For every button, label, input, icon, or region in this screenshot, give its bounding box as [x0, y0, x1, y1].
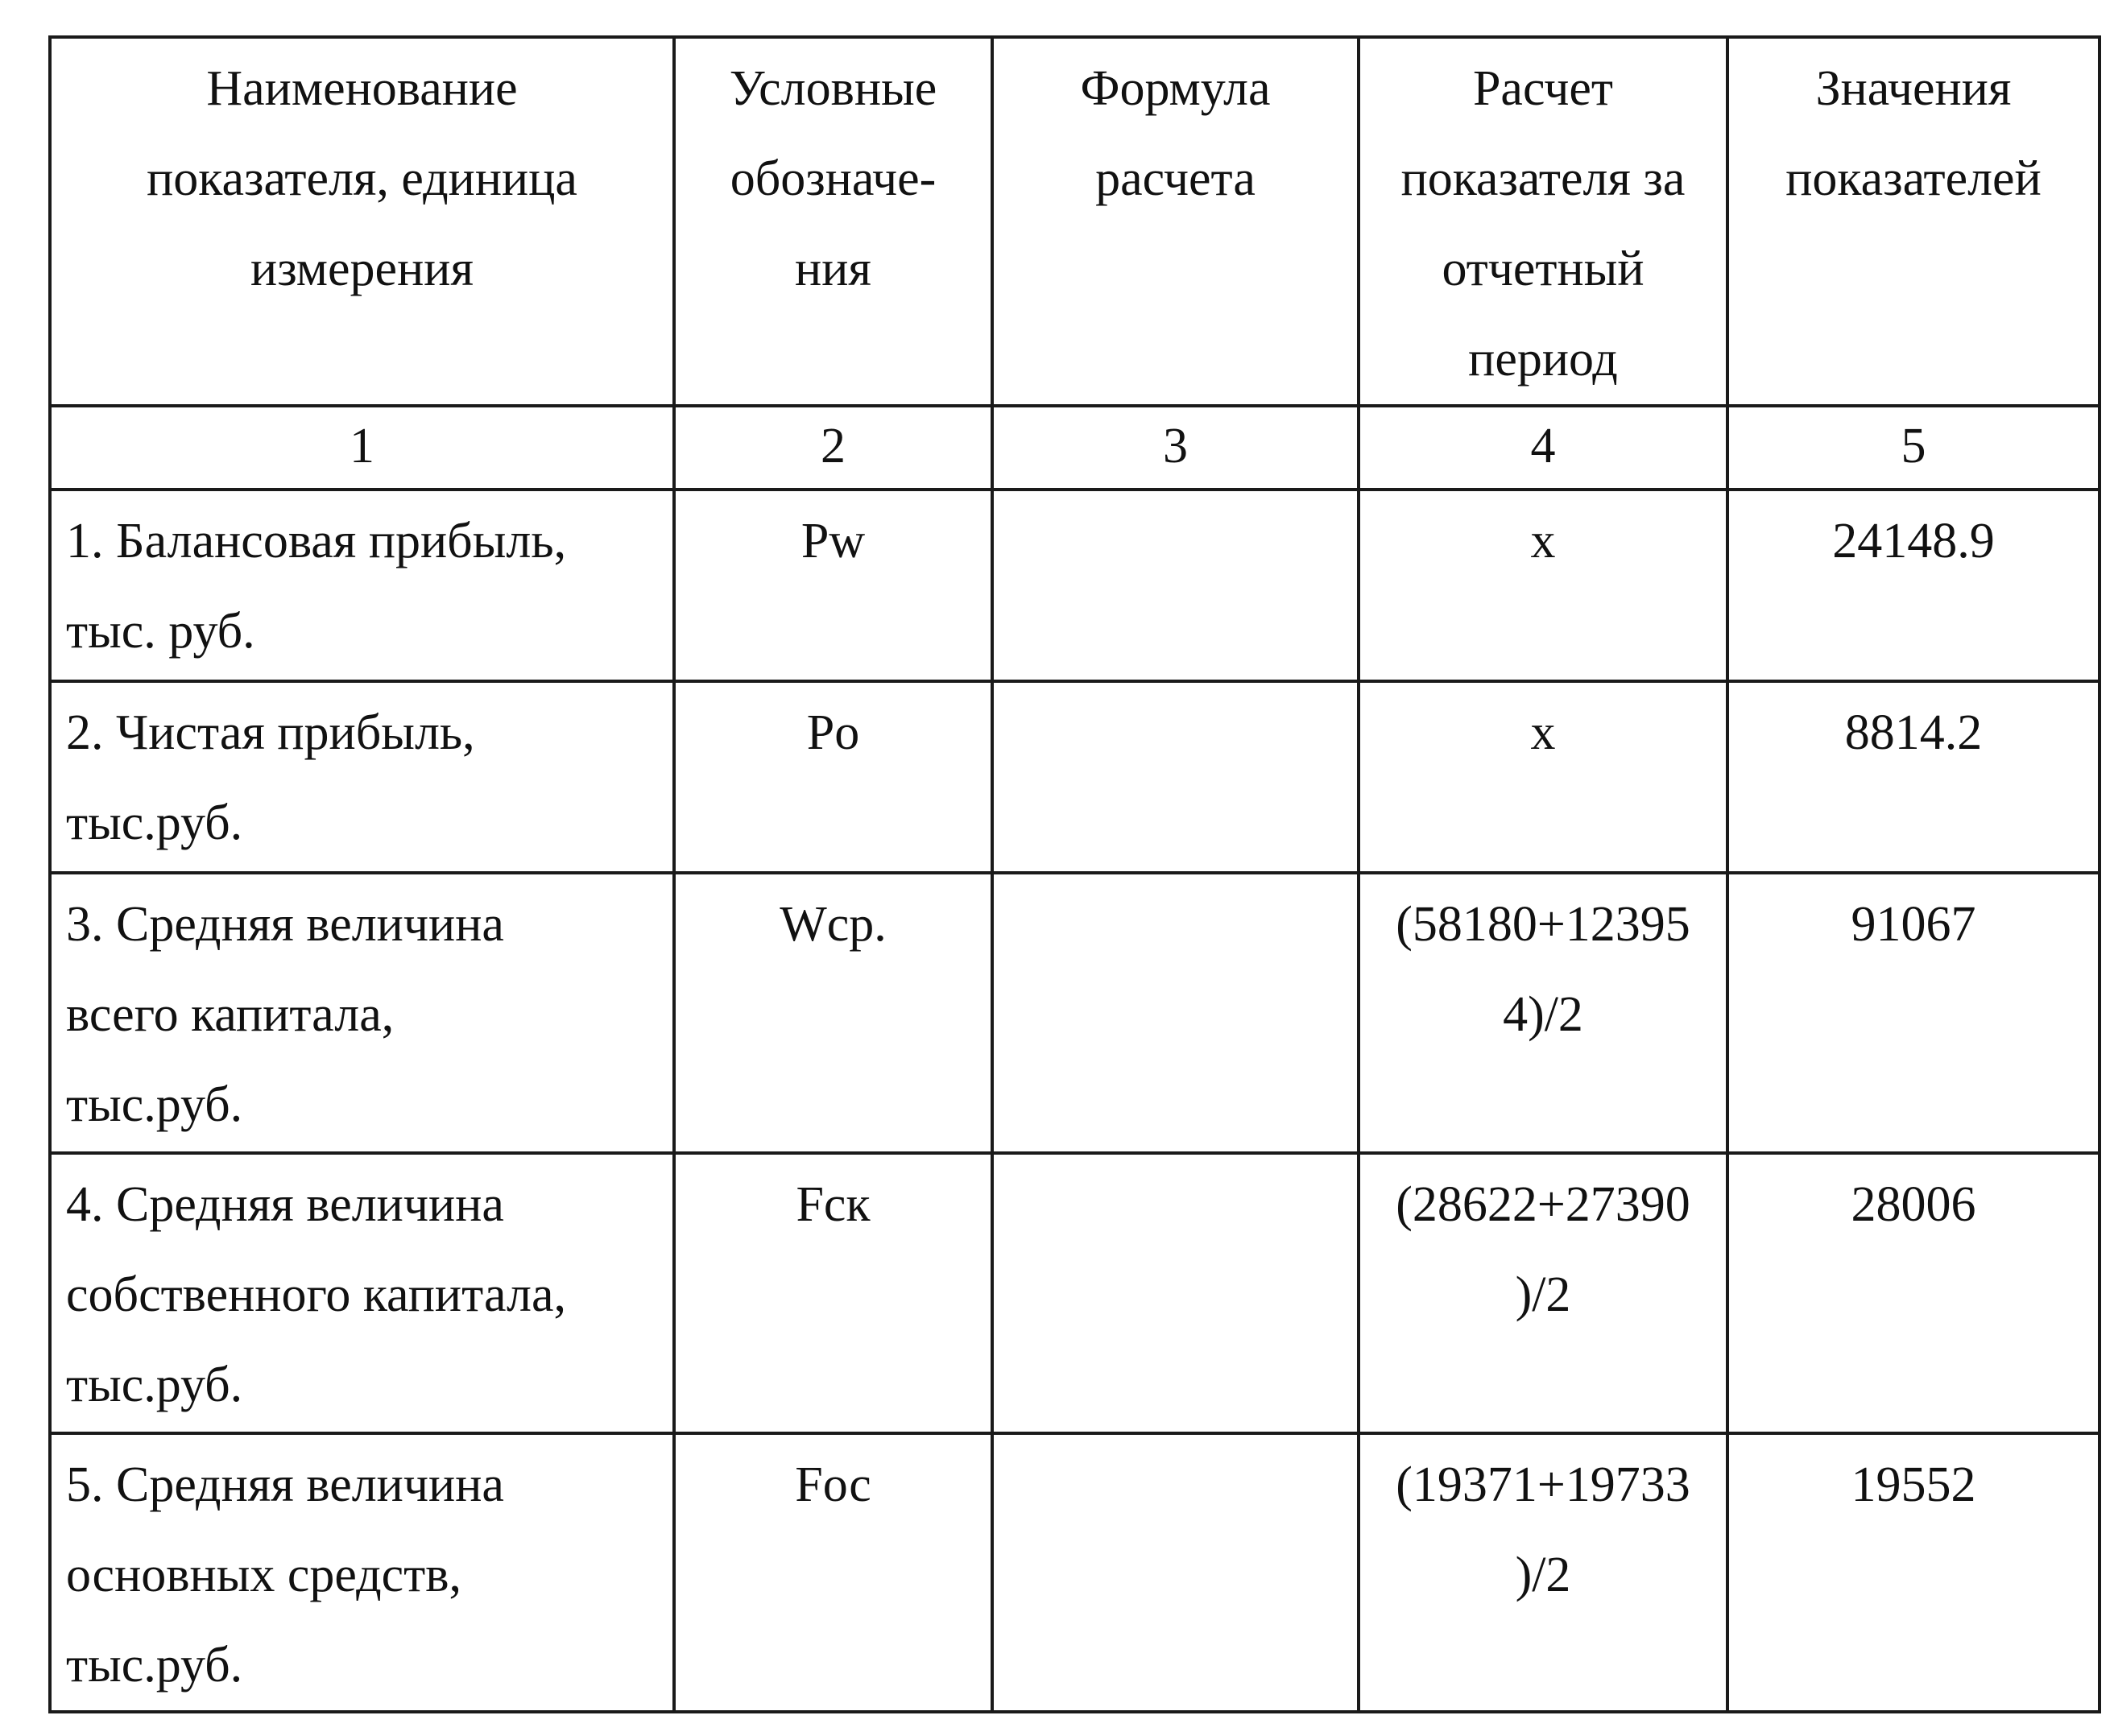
indicator-name-cell: 5. Средняя величина основных средств, тыс.руб. — [50, 1433, 674, 1712]
header-formula: Формула расчета — [992, 37, 1359, 406]
column-number: 2 — [674, 406, 992, 490]
table-row — [50, 873, 2100, 1153]
column-number: 1 — [50, 406, 674, 490]
indicator-name-cell: 1. Балансовая прибыль, тыс. руб. — [50, 490, 674, 681]
column-number-row — [50, 406, 2100, 490]
indicator-name-cell: 4. Средняя величина собственного капитала, тыс.руб. — [50, 1153, 674, 1433]
value-cell: 28006 — [1727, 1153, 2100, 1433]
value-cell: 19552 — [1727, 1433, 2100, 1712]
formula-cell — [992, 1433, 1359, 1712]
column-number: 3 — [992, 406, 1359, 490]
table-row — [50, 1153, 2100, 1433]
formula-cell — [992, 490, 1359, 681]
formula-cell — [992, 1153, 1359, 1433]
calculation-cell: x — [1359, 490, 1727, 681]
indicator-name-cell: 2. Чистая прибыль, тыс.руб. — [50, 681, 674, 873]
indicators-table — [48, 35, 2101, 1713]
value-cell: 91067 — [1727, 873, 2100, 1153]
table-row — [50, 681, 2100, 873]
symbol-cell: Po — [674, 681, 992, 873]
calculation-cell: (58180+12395 4)/2 — [1359, 873, 1727, 1153]
symbol-cell: Fос — [674, 1433, 992, 1712]
column-number: 4 — [1359, 406, 1727, 490]
header-indicator-name: Наименование показателя, единица измерения — [50, 37, 674, 406]
calculation-cell: (28622+27390 )/2 — [1359, 1153, 1727, 1433]
calculation-cell: x — [1359, 681, 1727, 873]
symbol-cell: Fск — [674, 1153, 992, 1433]
table-header-row — [50, 37, 2100, 406]
header-symbol: Условные обозначе- ния — [674, 37, 992, 406]
formula-cell — [992, 681, 1359, 873]
indicator-name-cell: 3. Средняя величина всего капитала, тыс.руб. — [50, 873, 674, 1153]
column-number: 5 — [1727, 406, 2100, 490]
value-cell: 8814.2 — [1727, 681, 2100, 873]
table-row — [50, 1433, 2100, 1712]
value-cell: 24148.9 — [1727, 490, 2100, 681]
header-calculation: Расчет показателя за отчетный период — [1359, 37, 1727, 406]
symbol-cell: Pw — [674, 490, 992, 681]
header-value: Значения показателей — [1727, 37, 2100, 406]
table-row — [50, 490, 2100, 681]
formula-cell — [992, 873, 1359, 1153]
calculation-cell: (19371+19733 )/2 — [1359, 1433, 1727, 1712]
symbol-cell: Wср. — [674, 873, 992, 1153]
